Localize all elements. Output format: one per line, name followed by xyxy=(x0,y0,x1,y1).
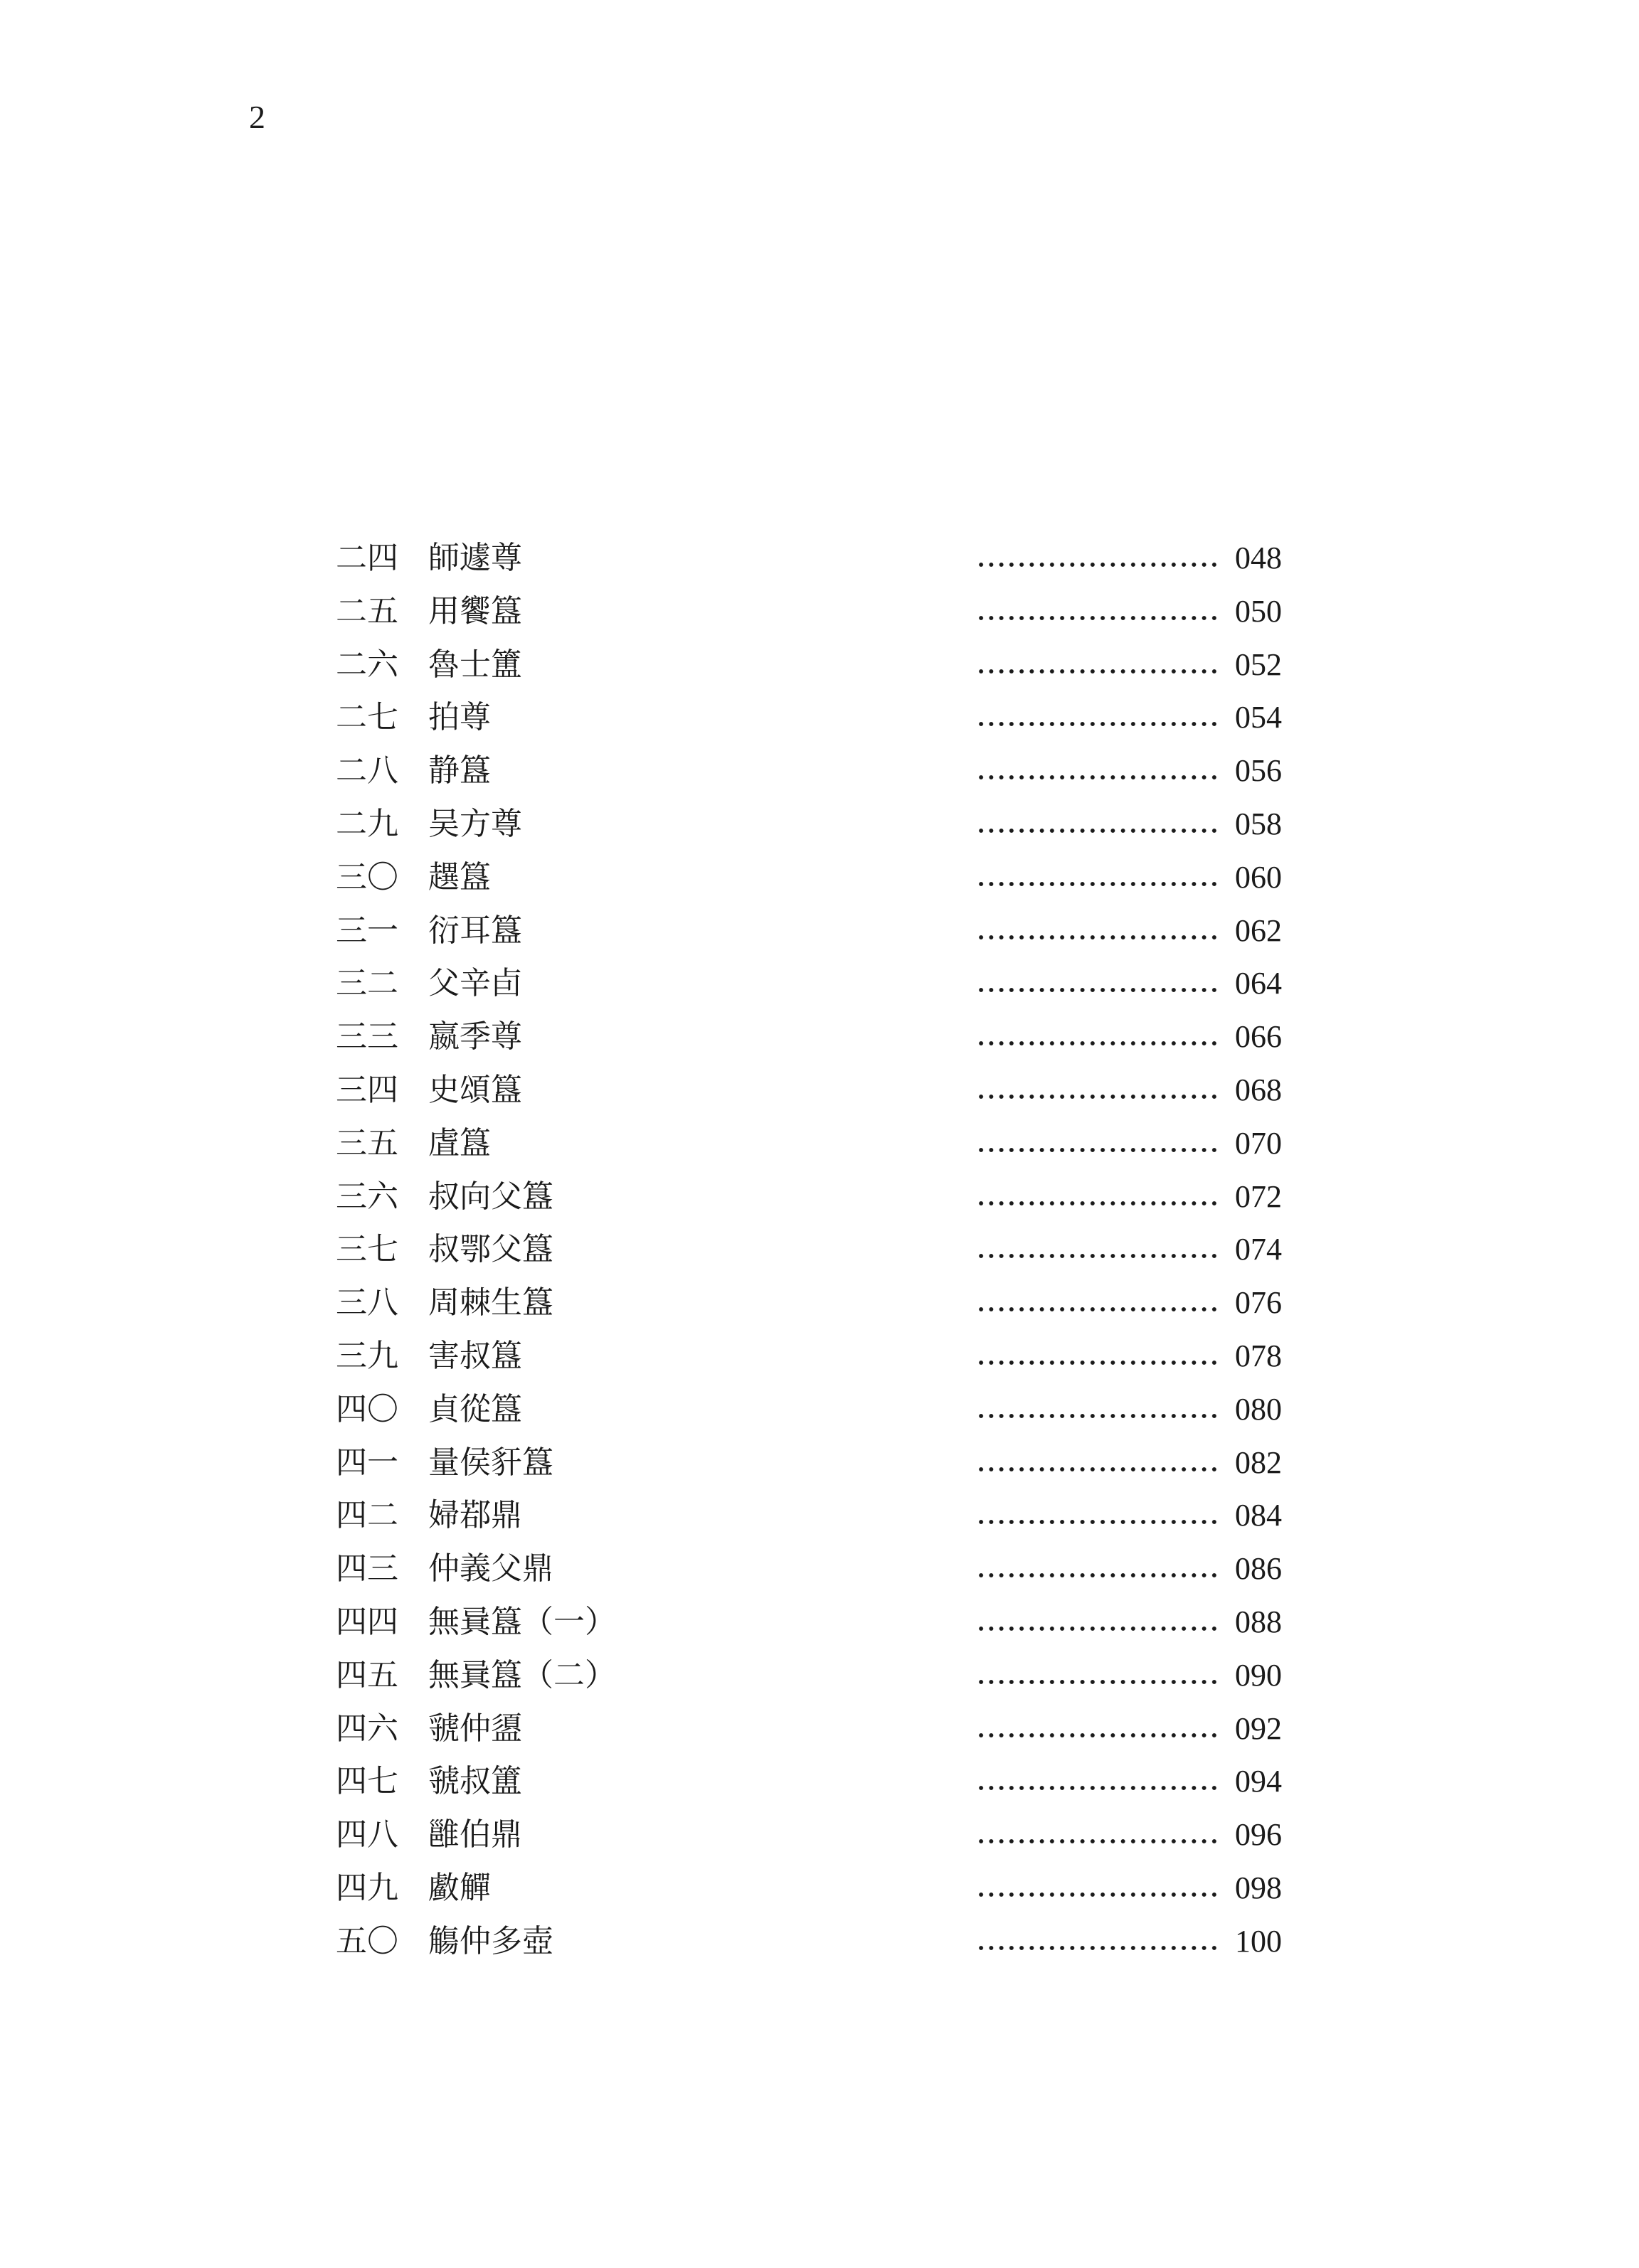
entry-title: 無㠱簋（二） xyxy=(428,1656,616,1693)
dot-leader xyxy=(976,1223,1219,1277)
entry-title: 貞從簋 xyxy=(428,1390,522,1427)
entry-number: 二四 xyxy=(336,540,398,576)
entry-title: 父辛卣 xyxy=(428,965,522,1002)
entry-page-number: 060 xyxy=(1235,859,1282,895)
entry-title: 叔向父簋 xyxy=(428,1178,553,1215)
toc-entry[interactable] xyxy=(336,1755,1289,1809)
entry-number: 二五 xyxy=(336,592,398,629)
entry-title: 害叔簋 xyxy=(428,1337,522,1374)
entry-page-number: 074 xyxy=(1235,1232,1282,1267)
toc-entry[interactable] xyxy=(336,1596,1289,1649)
toc-entry[interactable] xyxy=(336,532,1289,585)
entry-page-number: 072 xyxy=(1235,1178,1282,1214)
entry-title: 用饗簋 xyxy=(428,592,522,629)
entry-page-number: 066 xyxy=(1235,1019,1282,1055)
entry-title: 雝伯鼎 xyxy=(428,1816,522,1853)
entry-page-number: 070 xyxy=(1235,1125,1282,1161)
entry-page-number: 058 xyxy=(1235,806,1282,841)
entry-page-number: 048 xyxy=(1235,541,1282,575)
entry-page-number: 098 xyxy=(1235,1870,1282,1905)
dot-leader xyxy=(976,1915,1219,1969)
entry-page-number: 096 xyxy=(1235,1817,1282,1853)
entry-page-number: 064 xyxy=(1235,966,1282,1001)
entry-number: 二七 xyxy=(336,699,398,736)
entry-page-number: 088 xyxy=(1235,1604,1282,1639)
dot-leader xyxy=(976,532,1219,585)
entry-number: 二九 xyxy=(336,805,398,842)
entry-number: 三三 xyxy=(336,1018,398,1055)
entry-number: 三四 xyxy=(336,1071,398,1108)
dot-leader xyxy=(976,1755,1219,1809)
entry-number: 三八 xyxy=(336,1284,398,1321)
entry-page-number: 082 xyxy=(1235,1444,1282,1480)
entry-title: 無㠱簋（一） xyxy=(428,1603,616,1640)
toc-entry[interactable] xyxy=(336,1915,1289,1969)
entry-page-number: 068 xyxy=(1235,1072,1282,1107)
entry-number: 二八 xyxy=(336,752,398,789)
dot-leader xyxy=(976,1809,1219,1862)
toc-entry[interactable] xyxy=(336,1809,1289,1862)
toc-entry[interactable] xyxy=(336,1489,1289,1543)
toc-entry[interactable] xyxy=(336,1064,1289,1117)
entry-page-number: 052 xyxy=(1235,646,1282,682)
toc-entry[interactable] xyxy=(336,957,1289,1011)
dot-leader xyxy=(976,1543,1219,1596)
entry-title: 衍耳簋 xyxy=(428,912,522,949)
dot-leader xyxy=(976,1489,1219,1543)
entry-title: 吴方尊 xyxy=(428,805,522,842)
dot-leader xyxy=(976,1011,1219,1064)
entry-title: 叔鄂父簋 xyxy=(428,1231,553,1268)
toc-entry[interactable] xyxy=(336,745,1289,798)
dot-leader xyxy=(976,585,1219,639)
toc-entry[interactable] xyxy=(336,1330,1289,1383)
entry-number: 四五 xyxy=(336,1656,398,1693)
entry-number: 三五 xyxy=(336,1124,398,1161)
table-of-contents xyxy=(336,532,1289,1969)
entry-page-number: 078 xyxy=(1235,1338,1282,1373)
entry-number: 四八 xyxy=(336,1816,398,1853)
dot-leader xyxy=(976,905,1219,958)
entry-title: 婦鄀鼎 xyxy=(428,1497,522,1534)
toc-entry[interactable] xyxy=(336,1277,1289,1330)
toc-entry[interactable] xyxy=(336,1437,1289,1490)
entry-page-number: 076 xyxy=(1235,1285,1282,1321)
toc-entry[interactable] xyxy=(336,1543,1289,1596)
entry-title: 䲣觶 xyxy=(428,1869,491,1906)
page-number: 2 xyxy=(249,99,265,135)
entry-title: 史頌簋 xyxy=(428,1071,522,1108)
entry-title: 静簋 xyxy=(428,752,491,789)
entry-title: 師遽尊 xyxy=(428,540,522,576)
toc-entry[interactable] xyxy=(336,1117,1289,1171)
entry-number: 四一 xyxy=(336,1444,398,1481)
dot-leader xyxy=(976,1064,1219,1117)
entry-number: 三七 xyxy=(336,1231,398,1268)
entry-title: 觴仲多壺 xyxy=(428,1922,553,1959)
dot-leader xyxy=(976,1596,1219,1649)
entry-number: 三二 xyxy=(336,965,398,1002)
dot-leader xyxy=(976,1703,1219,1756)
entry-number: 四九 xyxy=(336,1869,398,1906)
toc-entry[interactable] xyxy=(336,1649,1289,1703)
toc-entry[interactable] xyxy=(336,851,1289,905)
toc-entry[interactable] xyxy=(336,798,1289,851)
dot-leader xyxy=(976,691,1219,745)
entry-title: 周棘生簋 xyxy=(428,1284,553,1321)
toc-entry[interactable] xyxy=(336,1703,1289,1756)
entry-title: 仲義父鼎 xyxy=(428,1550,553,1587)
entry-number: 四〇 xyxy=(336,1390,398,1427)
dot-leader xyxy=(976,851,1219,905)
entry-page-number: 100 xyxy=(1235,1923,1282,1959)
entry-page-number: 090 xyxy=(1235,1657,1282,1693)
entry-number: 四七 xyxy=(336,1763,398,1800)
entry-number: 五〇 xyxy=(336,1922,398,1959)
toc-entry[interactable] xyxy=(336,1223,1289,1277)
dot-leader xyxy=(976,1437,1219,1490)
toc-entry[interactable] xyxy=(336,1862,1289,1915)
dot-leader xyxy=(976,1277,1219,1330)
entry-number: 二六 xyxy=(336,646,398,683)
dot-leader xyxy=(976,1383,1219,1437)
dot-leader xyxy=(976,957,1219,1011)
dot-leader xyxy=(976,745,1219,798)
entry-number: 三六 xyxy=(336,1178,398,1215)
entry-page-number: 050 xyxy=(1235,593,1282,629)
entry-page-number: 056 xyxy=(1235,753,1282,789)
entry-title: 趩簋 xyxy=(428,858,491,895)
entry-number: 四六 xyxy=(336,1710,398,1747)
toc-entry[interactable] xyxy=(336,691,1289,745)
entry-number: 三一 xyxy=(336,912,398,949)
dot-leader xyxy=(976,1330,1219,1383)
toc-entry[interactable] xyxy=(336,1171,1289,1224)
toc-entry[interactable] xyxy=(336,905,1289,958)
entry-number: 四二 xyxy=(336,1497,398,1534)
entry-title: 虢仲盨 xyxy=(428,1710,522,1747)
toc-entry[interactable] xyxy=(336,1383,1289,1437)
toc-entry[interactable] xyxy=(336,639,1289,692)
entry-number: 三〇 xyxy=(336,858,398,895)
entry-page-number: 054 xyxy=(1235,700,1282,735)
dot-leader xyxy=(976,1649,1219,1703)
toc-entry[interactable] xyxy=(336,1011,1289,1064)
entry-number: 四四 xyxy=(336,1603,398,1640)
entry-page-number: 084 xyxy=(1235,1498,1282,1533)
entry-page-number: 092 xyxy=(1235,1710,1282,1746)
dot-leader xyxy=(976,639,1219,692)
entry-title: 量侯豻簋 xyxy=(428,1444,553,1481)
entry-number: 三九 xyxy=(336,1337,398,1374)
entry-title: 拍尊 xyxy=(428,699,491,736)
entry-title: 虘簋 xyxy=(428,1124,491,1161)
toc-entry[interactable] xyxy=(336,585,1289,639)
entry-page-number: 062 xyxy=(1235,912,1282,948)
entry-page-number: 080 xyxy=(1235,1391,1282,1427)
dot-leader xyxy=(976,1171,1219,1224)
entry-title: 嬴季尊 xyxy=(428,1018,522,1055)
dot-leader xyxy=(976,1117,1219,1171)
entry-page-number: 094 xyxy=(1235,1764,1282,1799)
dot-leader xyxy=(976,1862,1219,1915)
dot-leader xyxy=(976,798,1219,851)
entry-title: 虢叔簠 xyxy=(428,1763,522,1800)
entry-page-number: 086 xyxy=(1235,1551,1282,1587)
entry-title: 魯士簠 xyxy=(428,646,522,683)
entry-number: 四三 xyxy=(336,1550,398,1587)
